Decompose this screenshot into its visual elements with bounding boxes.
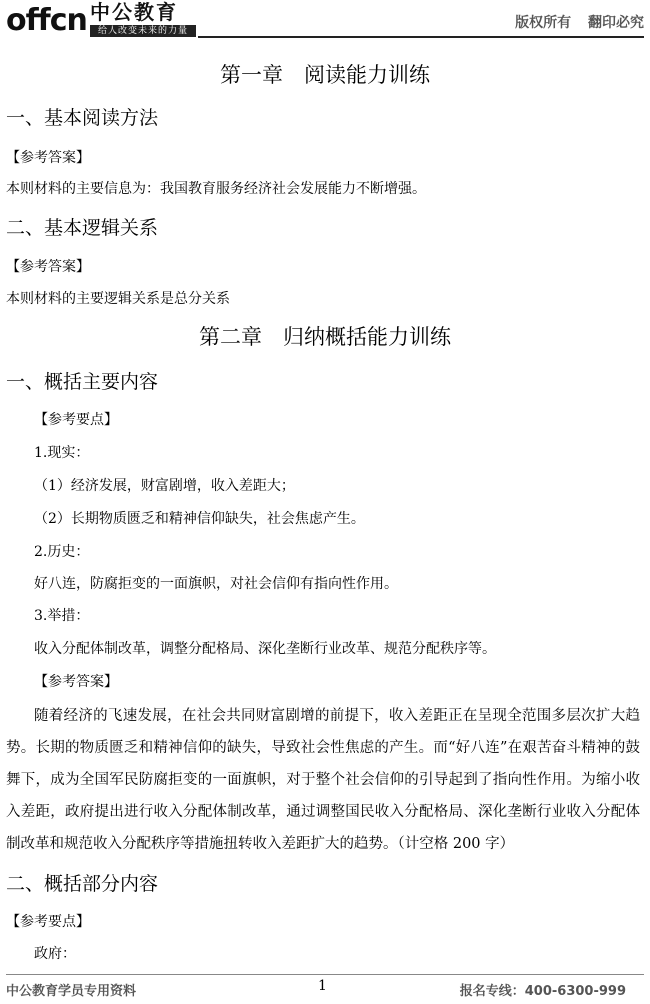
header-divider bbox=[198, 36, 644, 38]
ch1-section-2-title: 二、基本逻辑关系 bbox=[6, 217, 159, 239]
ch2-s1-point: （2）长期物质匮乏和精神信仰缺失，社会焦虑产生。 bbox=[34, 511, 365, 527]
footer-hotline: 报名专线：400-6300-999 bbox=[459, 984, 626, 999]
ch2-s1-answer-paragraph: 随着经济的飞速发展，在社会共同财富剧增的前提下，收入差距正在呈现全范围多层次扩大趋势。长期的物质匮乏和精神信仰的缺失，导致社会性焦虑的产生。而“好八连”在艰苦奋斗精神的鼓舞下，成为全国军民防腐拒变的一面旗帜，对于整个社会信仰的引导起到了指向性作用。为缩小收入差距，政府提出进行收入分配体制改革，通过调整国民收入分配格局、深化垄断行业收入分配体制改革和规范收入分配秩序等措施扭转收入差距扩大的趋势。（计空格 200 字） bbox=[6, 708, 640, 852]
ch2-s1-point: 收入分配体制改革，调整分配格局、深化垄断行业改革、规范分配秩序等。 bbox=[34, 641, 496, 657]
ch2-s1-point: 1.现实： bbox=[34, 445, 90, 461]
ch2-s1-point: 好八连，防腐拒变的一面旗帜，对社会信仰有指向性作用。 bbox=[34, 576, 398, 592]
footer-left-text: 中公教育学员专用资料 bbox=[6, 984, 137, 999]
ch2-section-1-title: 一、概括主要内容 bbox=[6, 371, 159, 393]
ch2-s1-answer-label: 【参考答案】 bbox=[34, 674, 118, 690]
chapter-1-title: 第一章 阅读能力训练 bbox=[220, 63, 430, 87]
rights-text-1: 版权所有 bbox=[515, 15, 572, 31]
ch2-s1-point: （1）经济发展，财富剧增，收入差距大； bbox=[34, 478, 295, 494]
header-rights bbox=[503, 12, 644, 32]
ch1-s2-answer-text: 本则材料的主要逻辑关系是总分关系 bbox=[6, 291, 230, 307]
ch2-s2-first-line: 政府： bbox=[34, 946, 76, 962]
ch1-s1-answer-text: 本则材料的主要信息为：我国教育服务经济社会发展能力不断增强。 bbox=[6, 181, 426, 197]
rights-text-2: 翻印必究 bbox=[588, 15, 644, 31]
offcn-logo bbox=[6, 0, 196, 40]
ch2-s2-points-label: 【参考要点】 bbox=[6, 914, 90, 930]
logo-chinese: 中公教育 bbox=[90, 0, 178, 24]
page-number: 1 bbox=[318, 978, 327, 994]
ch1-s2-answer-label: 【参考答案】 bbox=[6, 259, 90, 275]
ch2-s1-point: 3.举措： bbox=[34, 608, 90, 624]
footer-divider bbox=[6, 974, 644, 975]
ch2-s1-point: 2.历史： bbox=[34, 544, 90, 560]
ch2-section-2-title: 二、概括部分内容 bbox=[6, 873, 159, 895]
ch2-s1-points-label: 【参考要点】 bbox=[34, 412, 118, 428]
logo-latin: offcn bbox=[6, 3, 87, 38]
page-header bbox=[0, 0, 650, 44]
logo-slogan: 给人改变未来的力量 bbox=[90, 25, 196, 37]
ch1-s1-answer-label: 【参考答案】 bbox=[6, 150, 90, 166]
chapter-2-title: 第二章 归纳概括能力训练 bbox=[199, 325, 451, 349]
ch1-section-1-title: 一、基本阅读方法 bbox=[6, 107, 159, 129]
